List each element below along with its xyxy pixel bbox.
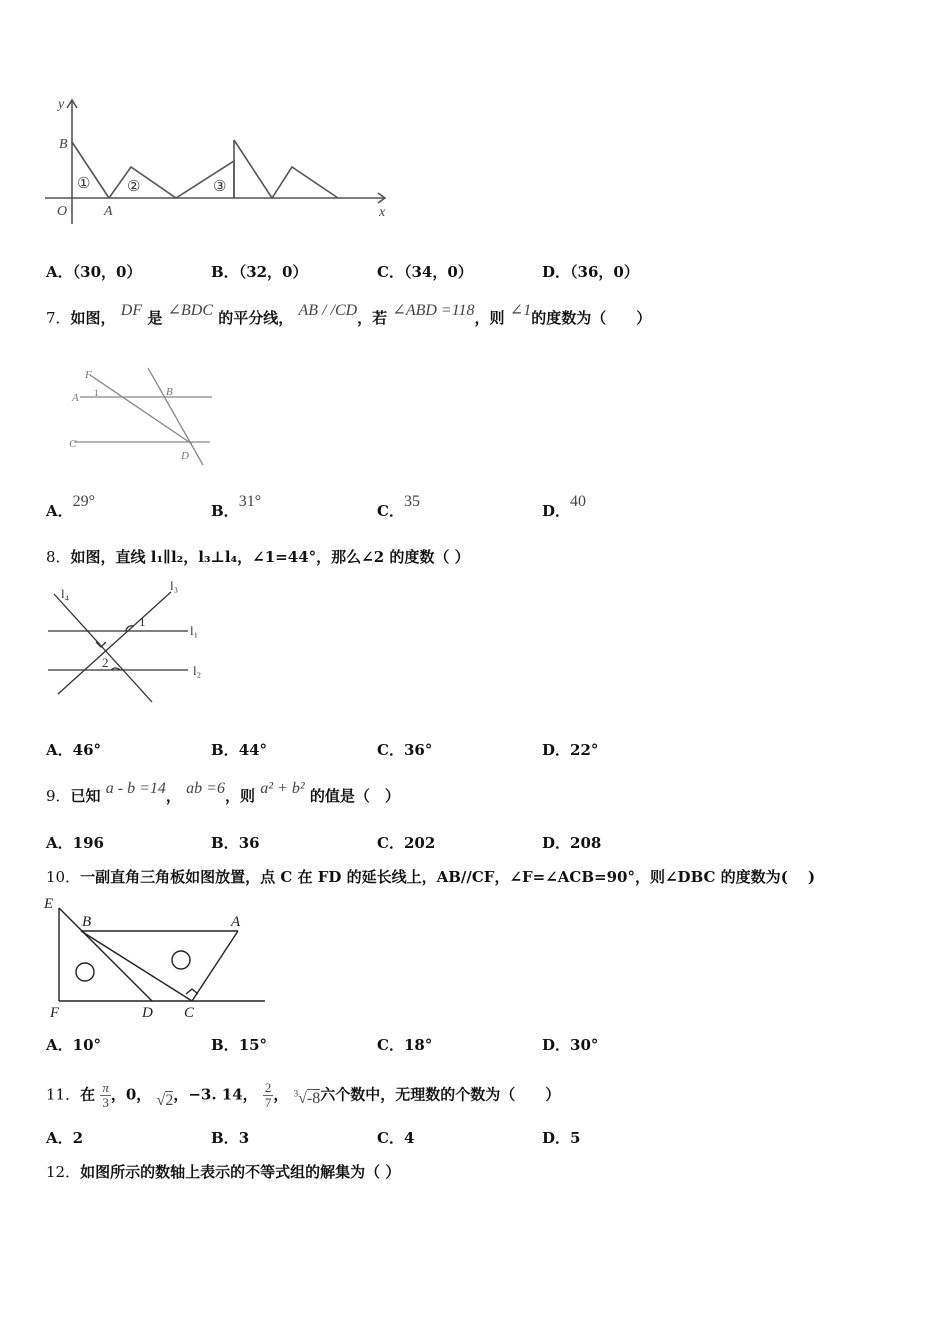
svg-text:1: 1 [94, 388, 99, 398]
q8-option-d[interactable]: D．22° [542, 741, 599, 759]
svg-text:D: D [142, 1005, 153, 1021]
svg-text:C: C [69, 438, 77, 450]
q11-option-a[interactable]: A．2 [46, 1129, 84, 1147]
q9-option-c[interactable]: C．202 [377, 834, 436, 852]
q6-O-label: O [57, 204, 68, 219]
q7-figure [60, 360, 220, 470]
q7-option-c[interactable]: C．35 [377, 493, 420, 520]
q10-option-a[interactable]: A．10° [46, 1036, 102, 1054]
svg-text:C: C [184, 1005, 195, 1021]
svg-text:A: A [231, 914, 241, 930]
svg-text:2: 2 [102, 655, 109, 670]
q7-option-d[interactable]: D．40 [542, 493, 587, 520]
q6-B-label: B [59, 137, 68, 152]
q11-option-c[interactable]: C．4 [377, 1129, 415, 1147]
q10-figure [40, 893, 275, 1023]
q7-option-b[interactable]: B．31° [211, 493, 262, 520]
svg-text:D: D [181, 450, 189, 462]
q9-option-a[interactable]: A．196 [46, 834, 104, 852]
svg-text:F: F [85, 369, 92, 381]
q8-option-b[interactable]: B．44° [211, 741, 268, 759]
q8-stem: 8．如图，直线 l₁∥l₂，l₃⊥l₄，∠1=44°，那么∠2 的度数（ ） [46, 548, 470, 566]
svg-text:1: 1 [139, 614, 146, 629]
q6-option-a[interactable]: A．（30，0） [46, 263, 142, 281]
q6-figure [40, 92, 400, 227]
q11-stem: 11．在 $\frac{\pi}{3}$ ，0， √2，−3. 14， $\frac{2}{7}$ ， $^3$√-8六个数中，无理数的个数为（ ） [46, 1079, 561, 1110]
q6-A-label: A [104, 204, 113, 219]
q6-circle-1: ① [77, 176, 91, 192]
q6-y-label: y [58, 97, 65, 112]
q12-stem: 12．如图所示的数轴上表示的不等式组的解集为（ ） [46, 1163, 401, 1181]
q6-x-label: x [379, 205, 386, 220]
q7-option-a[interactable]: A．29° [46, 493, 96, 520]
q8-option-a[interactable]: A．46° [46, 741, 102, 759]
q11-option-b[interactable]: B．3 [211, 1129, 250, 1147]
q10-stem: 10．一副直角三角板如图放置，点 C 在 FD 的延长线上，AB//CF，∠F=∠ACB=90°，则∠DBC 的度数为( ) [46, 868, 816, 886]
svg-text:F: F [50, 1005, 60, 1021]
svg-text:E: E [44, 896, 54, 912]
svg-text:l₁: l₁ [190, 623, 199, 638]
q6-option-b[interactable]: B．（32，0） [211, 263, 308, 281]
svg-text:A: A [72, 392, 79, 404]
q8-figure [40, 574, 220, 709]
svg-text:B: B [166, 386, 173, 398]
svg-text:l₂: l₂ [193, 663, 202, 678]
q11-option-d[interactable]: D．5 [542, 1129, 581, 1147]
q9-stem: 9．已知 a - b =14， ab =6，则 a² + b² 的值是（ ） [46, 780, 400, 805]
q11-fraction: $\frac{2}{7}$ [264, 1079, 272, 1110]
q10-option-b[interactable]: B．15° [211, 1036, 268, 1054]
svg-text:l₄: l₄ [61, 586, 70, 601]
q6-option-d[interactable]: D．（36，0） [542, 263, 639, 281]
q8-option-c[interactable]: C．36° [377, 741, 433, 759]
q10-option-c[interactable]: C．18° [377, 1036, 433, 1054]
svg-text:B: B [82, 914, 92, 930]
q6-circle-3: ③ [213, 179, 227, 195]
q7-stem: 7．如图， DF 是 ∠BDC 的平分线， AB / /CD，若 ∠ABD =118，则 ∠1的度数为（ ） [46, 302, 652, 327]
q6-option-c[interactable]: C．（34，0） [377, 263, 473, 281]
svg-text:l₃: l₃ [170, 578, 179, 593]
q10-option-d[interactable]: D．30° [542, 1036, 599, 1054]
q11-pi-over-3: $\frac{\pi}{3}$ [102, 1079, 109, 1110]
q6-circle-2: ② [127, 179, 141, 195]
q9-option-d[interactable]: D．208 [542, 834, 602, 852]
q9-option-b[interactable]: B．36 [211, 834, 260, 852]
